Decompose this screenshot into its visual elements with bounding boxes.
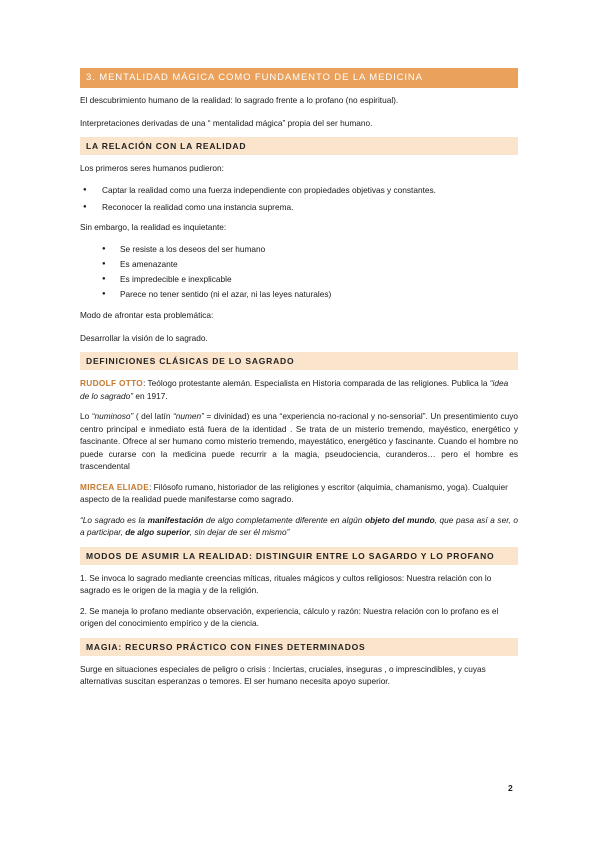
section-heading-modos: MODOS DE ASUMIR LA REALIDAD: DISTINGUIR ENTRE LO SAGARDO Y LO PROFANO <box>80 547 518 565</box>
section-heading-magia: MAGIA: RECURSO PRÁCTICO CON FINES DETERMINADOS <box>80 638 518 656</box>
list-item: ● Es amenazante <box>80 258 518 271</box>
list-item: ● Captar la realidad como una fuerza independiente con propiedades objetivas y constantes. <box>80 184 518 197</box>
document-page <box>80 68 518 688</box>
eliade-quote: “Lo sagrado es la manifestación de algo completamente diferente en algún objeto del mundo, que pasa así a ser, o a participar, de algo superior, sin dejar de ser él mismo” <box>80 514 519 537</box>
section-heading-realidad: LA RELACIÓN CON LA REALIDAD <box>80 137 518 155</box>
list-item: ● Se resiste a los deseos del ser humano <box>80 243 518 256</box>
modos-paragraph-1: 1. Se invoca lo sagrado mediante creencias míticas, rituales mágicos y cultos religiosos: Nuestra relación con lo sagrado es le origen de la magia y de la religión. <box>80 572 492 595</box>
book-title: “idea de lo sagrado” <box>80 378 509 401</box>
numinoso-paragraph: Lo “numinoso” ( del latín “numen” = divinidad) es una “experiencia no-racional y no-sensorial”. Un presentimiento cuyo centro principal e inmediato está fuera de la identidad . Se trata de un misterio tremendo, mayéstico, energético y fascinante. Ofrece al ser humano como misterio tremendo, mayestático, energético y fascinante. Cuando el hombre no puede curarse con la medicina puede recurrir a la magia, pseudociencia, curanderos… pero el hombre es trascendental <box>80 411 518 471</box>
develop-text: Desarrollar la visión de lo sagrado. <box>80 332 208 343</box>
otto-paragraph: RUDOLF OTTO: Teólogo protestante alemán. Especialista en Historia comparada de las religiones. Publica la “idea de lo sagrado” en 1917. <box>80 378 509 401</box>
magia-paragraph: Surge en situaciones especiales de peligro o crisis : Inciertas, cruciales, inseguras , o imprescindibles, y cuyas alternativas suscitan esperanzas o temores. El ser humano necesita apoyo superior. <box>80 663 486 686</box>
modos-paragraph-2: 2. Se maneja lo profano mediante observación, experiencia, cálculo y razón: Nuestra relación con lo profano es el origen del conocimiento empírico y de la ciencia. <box>80 605 499 628</box>
list-item: ● Reconocer la realidad como una instancia suprema. <box>80 201 518 214</box>
page-number: 2 <box>508 783 513 793</box>
author-name-eliade: MIRCEA ELIADE <box>80 481 150 492</box>
eliade-paragraph: MIRCEA ELIADE: Filósofo rumano, historiador de las religiones y escritor (alquimia, chamanismo, yoga). Cualquier aspecto de la realidad puede manifestarse como sagrado. <box>80 481 508 504</box>
section-heading-definiciones: DEFINICIONES CLÁSICAS DE LO SAGRADO <box>80 352 518 370</box>
lead-text: Los primeros seres humanos pudieron: <box>80 163 224 173</box>
chapter-title: 3. MENTALIDAD MÁGICA COMO FUNDAMENTO DE LA MEDICINA <box>80 68 518 88</box>
mode-text: Modo de afrontar esta problemática: <box>80 310 214 320</box>
intro-paragraph-2: Interpretaciones derivadas de una “ mentalidad mágica” propia del ser humano. <box>80 117 373 128</box>
author-name-otto: RUDOLF OTTO <box>80 378 144 388</box>
list-item: ● Es impredecible e inexplicable <box>80 273 518 286</box>
reality-traits-list <box>80 243 518 301</box>
intro-paragraph-1: El descubrimiento humano de la realidad: lo sagrado frente a lo profano (no espiritual). <box>80 95 399 105</box>
however-text: Sin embargo, la realidad es inquietante: <box>80 222 227 232</box>
capabilities-list <box>80 184 518 214</box>
list-item: ● Parece no tener sentido (ni el azar, ni las leyes naturales) <box>80 288 518 301</box>
